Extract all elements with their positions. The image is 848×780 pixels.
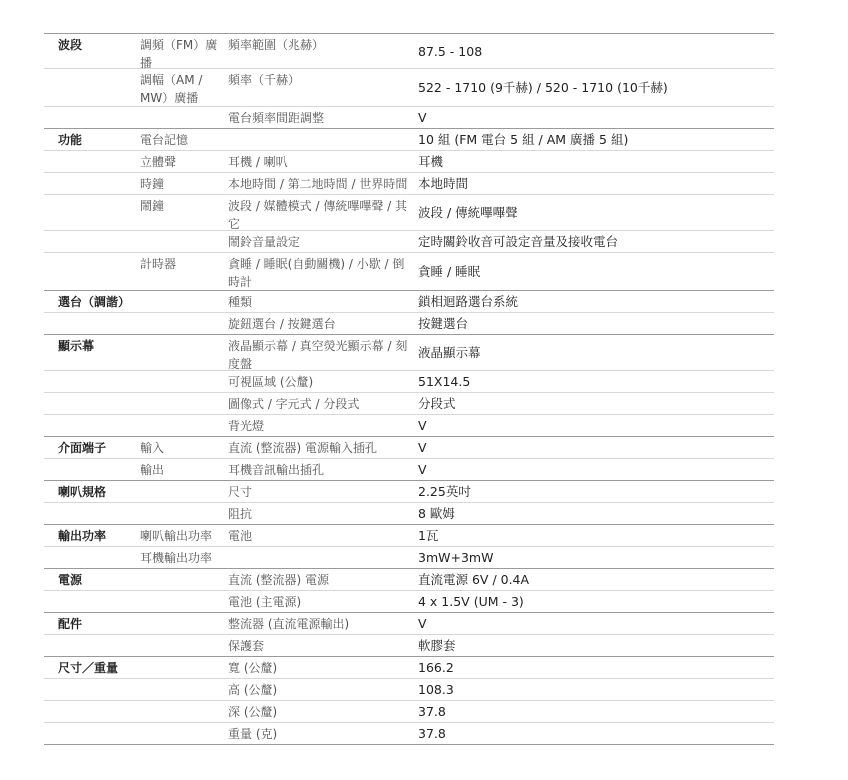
value-cell: 分段式 bbox=[418, 396, 456, 411]
table-row bbox=[44, 547, 774, 569]
value-cell: 4 x 1.5V (UM - 3) bbox=[418, 594, 524, 609]
item-cell: 直流 (整流器) 電源輸入插孔 bbox=[228, 441, 377, 455]
category-cell: 電源 bbox=[58, 573, 83, 587]
value-cell: 108.3 bbox=[418, 682, 454, 697]
item-cell: 液晶顯示幕 / 真空熒光顯示幕 / 刻度盤 bbox=[228, 339, 408, 371]
value-cell: 耳機 bbox=[418, 154, 444, 169]
subcategory-cell: 喇叭輸出功率 bbox=[140, 529, 213, 543]
item-cell: 保護套 bbox=[228, 639, 265, 653]
value-cell: 液晶顯示幕 bbox=[418, 345, 481, 360]
item-cell: 阻抗 bbox=[228, 507, 253, 521]
category-cell: 配件 bbox=[58, 617, 83, 631]
value-cell: 波段 / 傳統嗶嗶聲 bbox=[418, 205, 518, 220]
value-cell: V bbox=[418, 440, 427, 455]
item-cell: 直流 (整流器) 電源 bbox=[228, 573, 329, 587]
value-cell: 37.8 bbox=[418, 726, 446, 741]
table-row bbox=[44, 291, 774, 313]
value-cell: 522 - 1710 (9千赫) / 520 - 1710 (10千赫) bbox=[418, 80, 668, 95]
category-cell: 介面端子 bbox=[58, 441, 107, 455]
table-row bbox=[44, 107, 774, 129]
subcategory-cell: 調頻（FM）廣播 bbox=[140, 38, 218, 70]
table-row bbox=[44, 129, 774, 151]
subcategory-cell: 時鐘 bbox=[140, 177, 165, 191]
value-cell: 166.2 bbox=[418, 660, 454, 675]
item-cell: 電池 bbox=[228, 529, 253, 543]
table-row bbox=[44, 195, 774, 231]
subcategory-cell: 輸入 bbox=[140, 441, 165, 455]
category-cell: 波段 bbox=[58, 38, 83, 52]
value-cell: 8 歐姆 bbox=[418, 506, 455, 521]
value-cell: 51X14.5 bbox=[418, 374, 471, 389]
category-cell: 選台（調諧） bbox=[58, 295, 131, 309]
value-cell: 2.25英吋 bbox=[418, 484, 471, 499]
value-cell: 37.8 bbox=[418, 704, 446, 719]
table-row bbox=[44, 525, 774, 547]
table-row bbox=[44, 657, 774, 679]
table-row bbox=[44, 635, 774, 657]
table-row bbox=[44, 569, 774, 591]
category-cell: 顯示幕 bbox=[58, 339, 95, 353]
category-cell: 尺寸／重量 bbox=[58, 661, 119, 675]
table-row bbox=[44, 371, 774, 393]
value-cell: V bbox=[418, 616, 427, 631]
item-cell: 耳機 / 喇叭 bbox=[228, 155, 288, 169]
subcategory-cell: 計時器 bbox=[140, 257, 177, 271]
item-cell: 耳機音訊輸出插孔 bbox=[228, 463, 325, 477]
value-cell: 定時關鈴收音可設定音量及接收電台 bbox=[418, 234, 619, 249]
item-cell: 貪睡 / 睡眠(自動關機) / 小歇 / 倒時計 bbox=[228, 257, 405, 289]
subcategory-cell: 電台記憶 bbox=[140, 133, 189, 147]
table-row bbox=[44, 591, 774, 613]
table-row bbox=[44, 335, 774, 371]
spec-table bbox=[44, 33, 774, 745]
item-cell: 頻率（千赫） bbox=[228, 73, 301, 87]
category-cell: 功能 bbox=[58, 133, 83, 147]
table-row bbox=[44, 437, 774, 459]
value-cell: 軟膠套 bbox=[418, 638, 456, 653]
table-row bbox=[44, 313, 774, 335]
value-cell: 3mW+3mW bbox=[418, 550, 494, 565]
table-row bbox=[44, 503, 774, 525]
item-cell: 深 (公釐) bbox=[228, 705, 278, 719]
table-row bbox=[44, 613, 774, 635]
value-cell: 按鍵選台 bbox=[418, 316, 469, 331]
table-row bbox=[44, 33, 774, 69]
item-cell: 本地時間 / 第二地時間 / 世界時間 bbox=[228, 177, 408, 191]
value-cell: 貪睡 / 睡眠 bbox=[418, 264, 481, 279]
subcategory-cell: 調幅（AM / MW）廣播 bbox=[140, 73, 203, 105]
item-cell: 背光燈 bbox=[228, 419, 265, 433]
value-cell: V bbox=[418, 462, 427, 477]
item-cell: 圖像式 / 字元式 / 分段式 bbox=[228, 397, 360, 411]
table-row bbox=[44, 173, 774, 195]
item-cell: 高 (公釐) bbox=[228, 683, 278, 697]
item-cell: 尺寸 bbox=[228, 485, 253, 499]
table-row bbox=[44, 481, 774, 503]
table-row bbox=[44, 459, 774, 481]
table-row bbox=[44, 393, 774, 415]
table-row bbox=[44, 415, 774, 437]
item-cell: 整流器 (直流電源輸出) bbox=[228, 617, 350, 631]
item-cell: 重量 (克) bbox=[228, 727, 278, 741]
value-cell: 87.5 - 108 bbox=[418, 44, 483, 59]
item-cell: 波段 / 媒體模式 / 傳統嗶嗶聲 / 其它 bbox=[228, 199, 408, 231]
table-row bbox=[44, 69, 774, 107]
value-cell: V bbox=[418, 110, 427, 125]
item-cell: 電台頻率間距調整 bbox=[228, 111, 325, 125]
value-cell: 10 組 (FM 電台 5 組 / AM 廣播 5 組) bbox=[418, 132, 629, 147]
table-row bbox=[44, 701, 774, 723]
value-cell: 本地時間 bbox=[418, 176, 469, 191]
category-cell: 輸出功率 bbox=[58, 529, 107, 543]
item-cell: 電池 (主電源) bbox=[228, 595, 302, 609]
subcategory-cell: 耳機輸出功率 bbox=[140, 551, 213, 565]
table-row bbox=[44, 679, 774, 701]
item-cell: 頻率範圍（兆赫） bbox=[228, 38, 325, 52]
subcategory-cell: 輸出 bbox=[140, 463, 165, 477]
table-row bbox=[44, 231, 774, 253]
item-cell: 旋鈕選台 / 按鍵選台 bbox=[228, 317, 336, 331]
item-cell: 種類 bbox=[228, 295, 253, 309]
item-cell: 鬧鈴音量設定 bbox=[228, 235, 301, 249]
value-cell: 直流電源 6V / 0.4A bbox=[418, 572, 530, 587]
category-cell: 喇叭規格 bbox=[58, 485, 107, 499]
table-row bbox=[44, 253, 774, 291]
table-row bbox=[44, 723, 774, 745]
value-cell: V bbox=[418, 418, 427, 433]
value-cell: 鎖相迴路選台系統 bbox=[418, 294, 519, 309]
subcategory-cell: 立體聲 bbox=[140, 155, 177, 169]
subcategory-cell: 鬧鐘 bbox=[140, 199, 165, 213]
value-cell: 1瓦 bbox=[418, 528, 439, 543]
item-cell: 可視區域 (公釐) bbox=[228, 375, 314, 389]
item-cell: 寬 (公釐) bbox=[228, 661, 278, 675]
table-row bbox=[44, 151, 774, 173]
